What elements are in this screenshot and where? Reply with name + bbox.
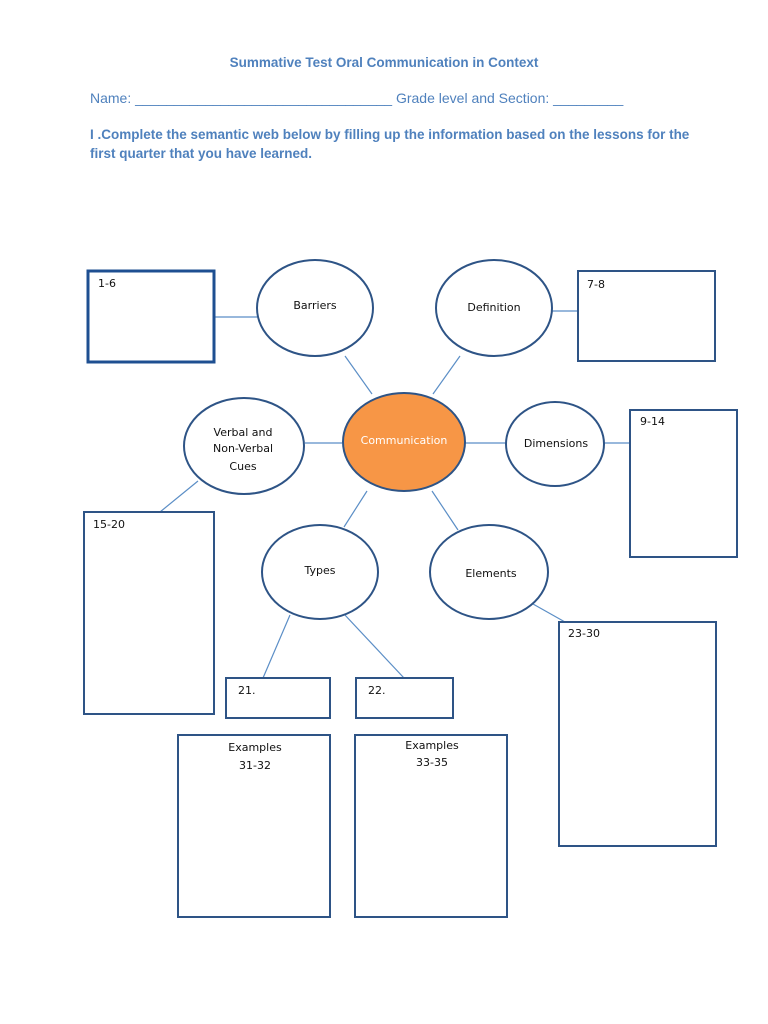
web-nodes xyxy=(184,260,604,619)
box-label-22: 22. xyxy=(368,684,386,697)
instruction-text: I .Complete the semantic web below by filling up the information based on the lessons for the first quarter that you have learned. xyxy=(90,127,690,161)
box-label-examples-1: Examples xyxy=(228,741,282,754)
node-communication-label: Communication xyxy=(360,434,448,447)
node-barriers-label: Barriers xyxy=(293,299,337,312)
box-label-33-35: 33-35 xyxy=(416,756,448,769)
connector-elements-box xyxy=(533,604,565,622)
connector-types-21 xyxy=(263,615,290,678)
node-types-label: Types xyxy=(304,564,336,577)
node-verbal-label-line2: Non-Verbal xyxy=(213,442,273,455)
answer-box-15-20[interactable] xyxy=(84,512,214,714)
box-label-7-8: 7-8 xyxy=(587,278,605,291)
box-label-21: 21. xyxy=(238,684,256,697)
box-label-1-6: 1-6 xyxy=(98,277,116,290)
connector-verbal-box xyxy=(160,481,198,512)
connector-center-types xyxy=(344,491,367,527)
box-label-examples-2: Examples xyxy=(405,739,459,752)
box-label-23-30: 23-30 xyxy=(568,627,600,640)
connector-center-elements xyxy=(432,491,458,530)
connector-center-barriers xyxy=(345,356,372,394)
connector-types-22 xyxy=(344,614,404,678)
answer-boxes xyxy=(84,271,737,917)
box-label-31-32: 31-32 xyxy=(239,759,271,772)
node-dimensions-label: Dimensions xyxy=(523,437,589,450)
node-elements-label: Elements xyxy=(465,567,517,580)
node-definition-label: Definition xyxy=(467,301,521,314)
node-verbal-label-line1: Verbal and xyxy=(213,426,273,439)
connector-center-definition xyxy=(433,356,460,394)
answer-box-9-14[interactable] xyxy=(630,410,737,557)
node-verbal-label-line3: Cues xyxy=(229,460,257,473)
name-grade-line: Name: _________________________________ Grade level and Section: _________ xyxy=(90,90,624,106)
page-title: Summative Test Oral Communication in Context xyxy=(229,55,539,70)
answer-box-23-30[interactable] xyxy=(559,622,716,846)
box-label-15-20: 15-20 xyxy=(93,518,125,531)
box-label-9-14: 9-14 xyxy=(640,415,665,428)
